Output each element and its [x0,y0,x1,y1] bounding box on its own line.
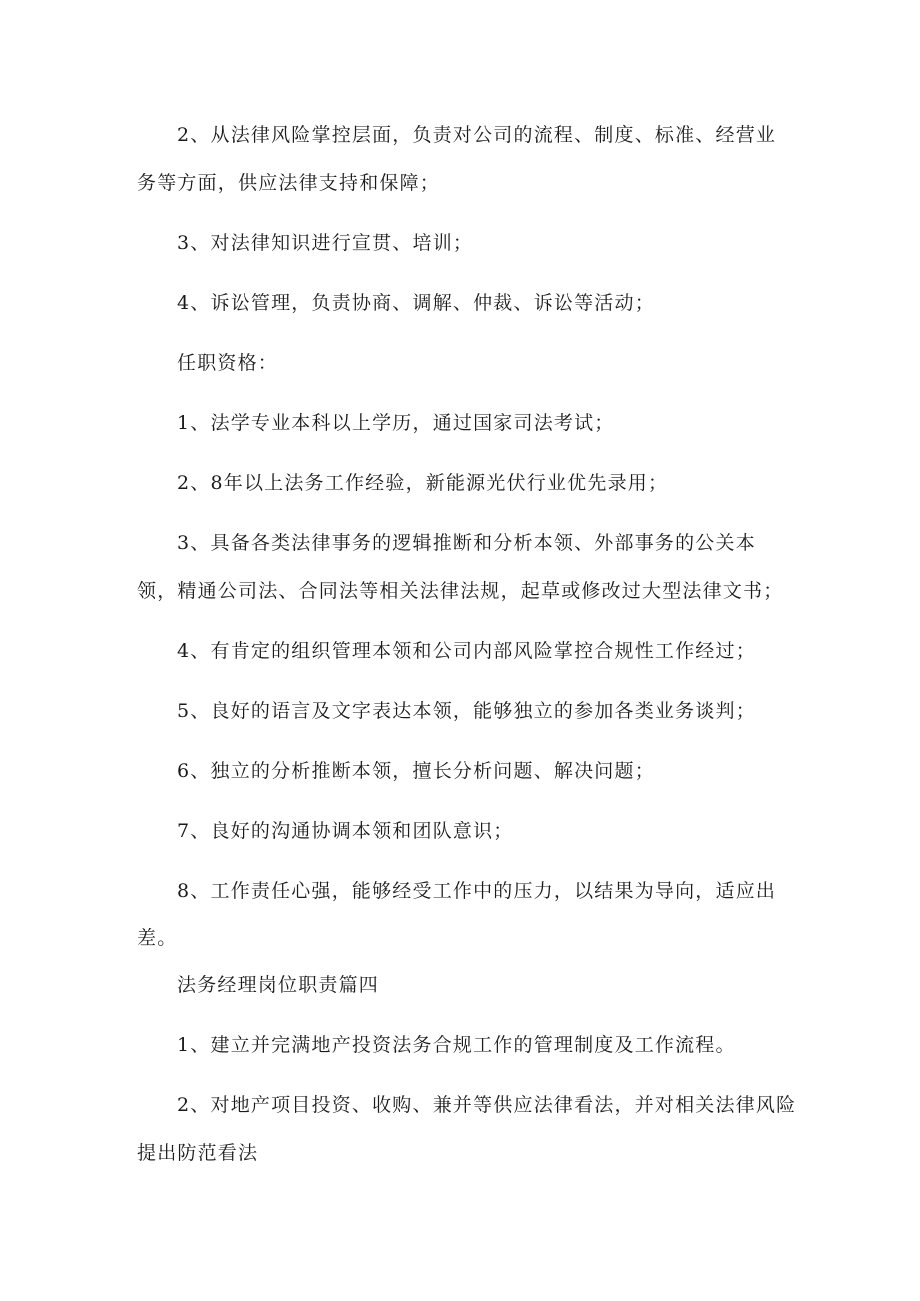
section-heading: 法务经理岗位职责篇四 [177,974,380,996]
paragraph-line: 务等方面，供应法律支持和保障； [137,172,441,194]
paragraph-line: 6、独立的分析推断本领，擅长分析问题、解决问题； [177,760,655,782]
paragraph-line: 差。 [137,927,178,949]
paragraph-line: 3、对法律知识进行宣贯、培训； [177,232,474,254]
paragraph-line: 1、建立并完满地产投资法务合规工作的管理制度及工作流程。 [177,1034,736,1056]
paragraph-line: 2、从法律风险掌控层面，负责对公司的流程、制度、标准、经营业 [177,124,777,146]
paragraph-line: 3、具备各类法律事务的逻辑推断和分析本领、外部事务的公关本 [177,532,756,554]
paragraph-line: 8、工作责任心强，能够经受工作中的压力，以结果为导向，适应出 [177,880,777,902]
section-heading: 任职资格： [177,352,279,374]
paragraph-line: 1、法学专业本科以上学历，通过国家司法考试； [177,412,615,434]
paragraph-line: 7、良好的沟通协调本领和团队意识； [177,820,514,842]
paragraph-line: 2、对地产项目投资、收购、兼并等供应法律看法，并对相关法律风险 [177,1094,797,1116]
paragraph-line: 4、诉讼管理，负责协商、调解、仲裁、诉讼等活动； [177,292,655,314]
paragraph-line: 提出防范看法 [137,1142,259,1164]
paragraph-line: 5、良好的语言及文字表达本领，能够独立的参加各类业务谈判； [177,700,756,722]
paragraph-line: 4、有肯定的组织管理本领和公司内部风险掌控合规性工作经过； [177,640,756,662]
paragraph-line: 领，精通公司法、合同法等相关法律法规，起草或修改过大型法律文书； [137,580,784,602]
paragraph-line: 2、8年以上法务工作经验，新能源光伏行业优先录用； [177,472,669,494]
